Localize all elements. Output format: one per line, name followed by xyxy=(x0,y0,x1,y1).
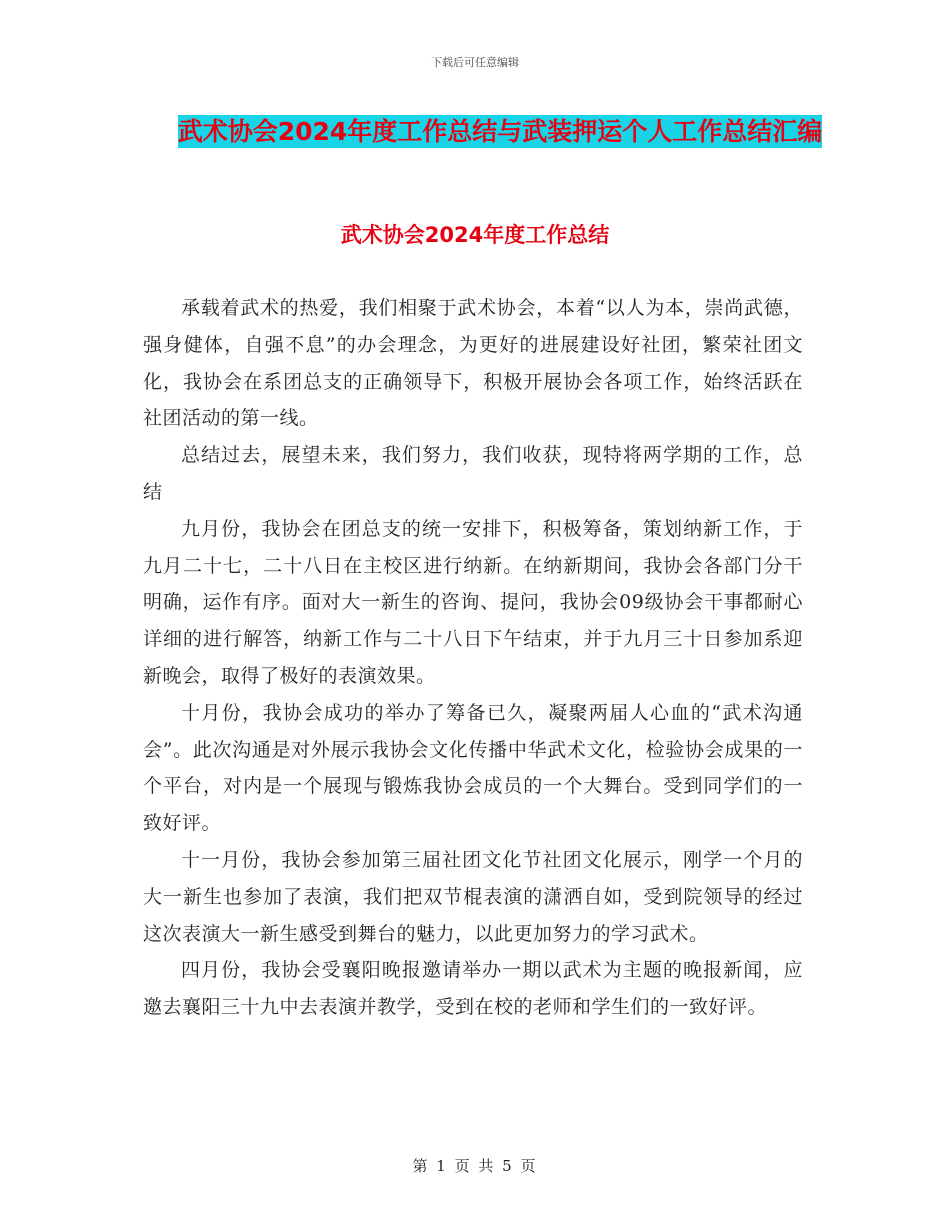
document-title-text: 武术协会2024年度工作总结与武装押运个人工作总结汇编 xyxy=(177,117,823,146)
document-body xyxy=(143,290,803,1026)
paragraph: 承载着武术的热爱，我们相聚于武术协会，本着“以人为本，崇尚武德，强身健体，自强不息”的办会理念，为更好的进展建设好社团，繁荣社团文化，我协会在系团总支的正确领导下，积极开展协会各项工作，始终活跃在社团活动的第一线。 xyxy=(143,297,803,430)
paragraph: 四月份，我协会受襄阳晚报邀请举办一期以武术为主题的晚报新闻，应邀去襄阳三十九中去表演并教学，受到在校的老师和学生们的一致好评。 xyxy=(143,959,803,1019)
section-title: 武术协会2024年度工作总结 xyxy=(340,223,610,247)
paragraph: 九月份，我协会在团总支的统一安排下，积极筹备，策划纳新工作，于九月二十七，二十八日在主校区进行纳新。在纳新期间，我协会各部门分干明确，运作有序。面对大一新生的咨询、提问，我协会09级协会干事都耐心详细的进行解答，纳新工作与二十八日下午结束，并于九月三十日参加系迎新晚会，取得了极好的表演效果。 xyxy=(143,517,803,687)
paragraph: 十一月份，我协会参加第三届社团文化节社团文化展示，刚学一个月的大一新生也参加了表演，我们把双节棍表演的潇洒自如，受到院领导的经过这次表演大一新生感受到舞台的魅力，以此更加努力的学习武术。 xyxy=(143,848,803,945)
document-title xyxy=(150,110,850,154)
page-footer: 第 1 页 共 5 页 xyxy=(412,1157,538,1175)
header-note: 下载后可任意编辑 xyxy=(431,56,519,69)
paragraph: 总结过去，展望未来，我们努力，我们收获，现特将两学期的工作，总结 xyxy=(143,444,803,503)
paragraph: 十月份，我协会成功的举办了筹备已久，凝聚两届人心血的“武术沟通会”。此次沟通是对外展示我协会文化传播中华武术文化，检验协会成果的一个平台，对内是一个展现与锻炼我协会成员的一个大舞台。受到同学们的一致好评。 xyxy=(143,701,803,835)
